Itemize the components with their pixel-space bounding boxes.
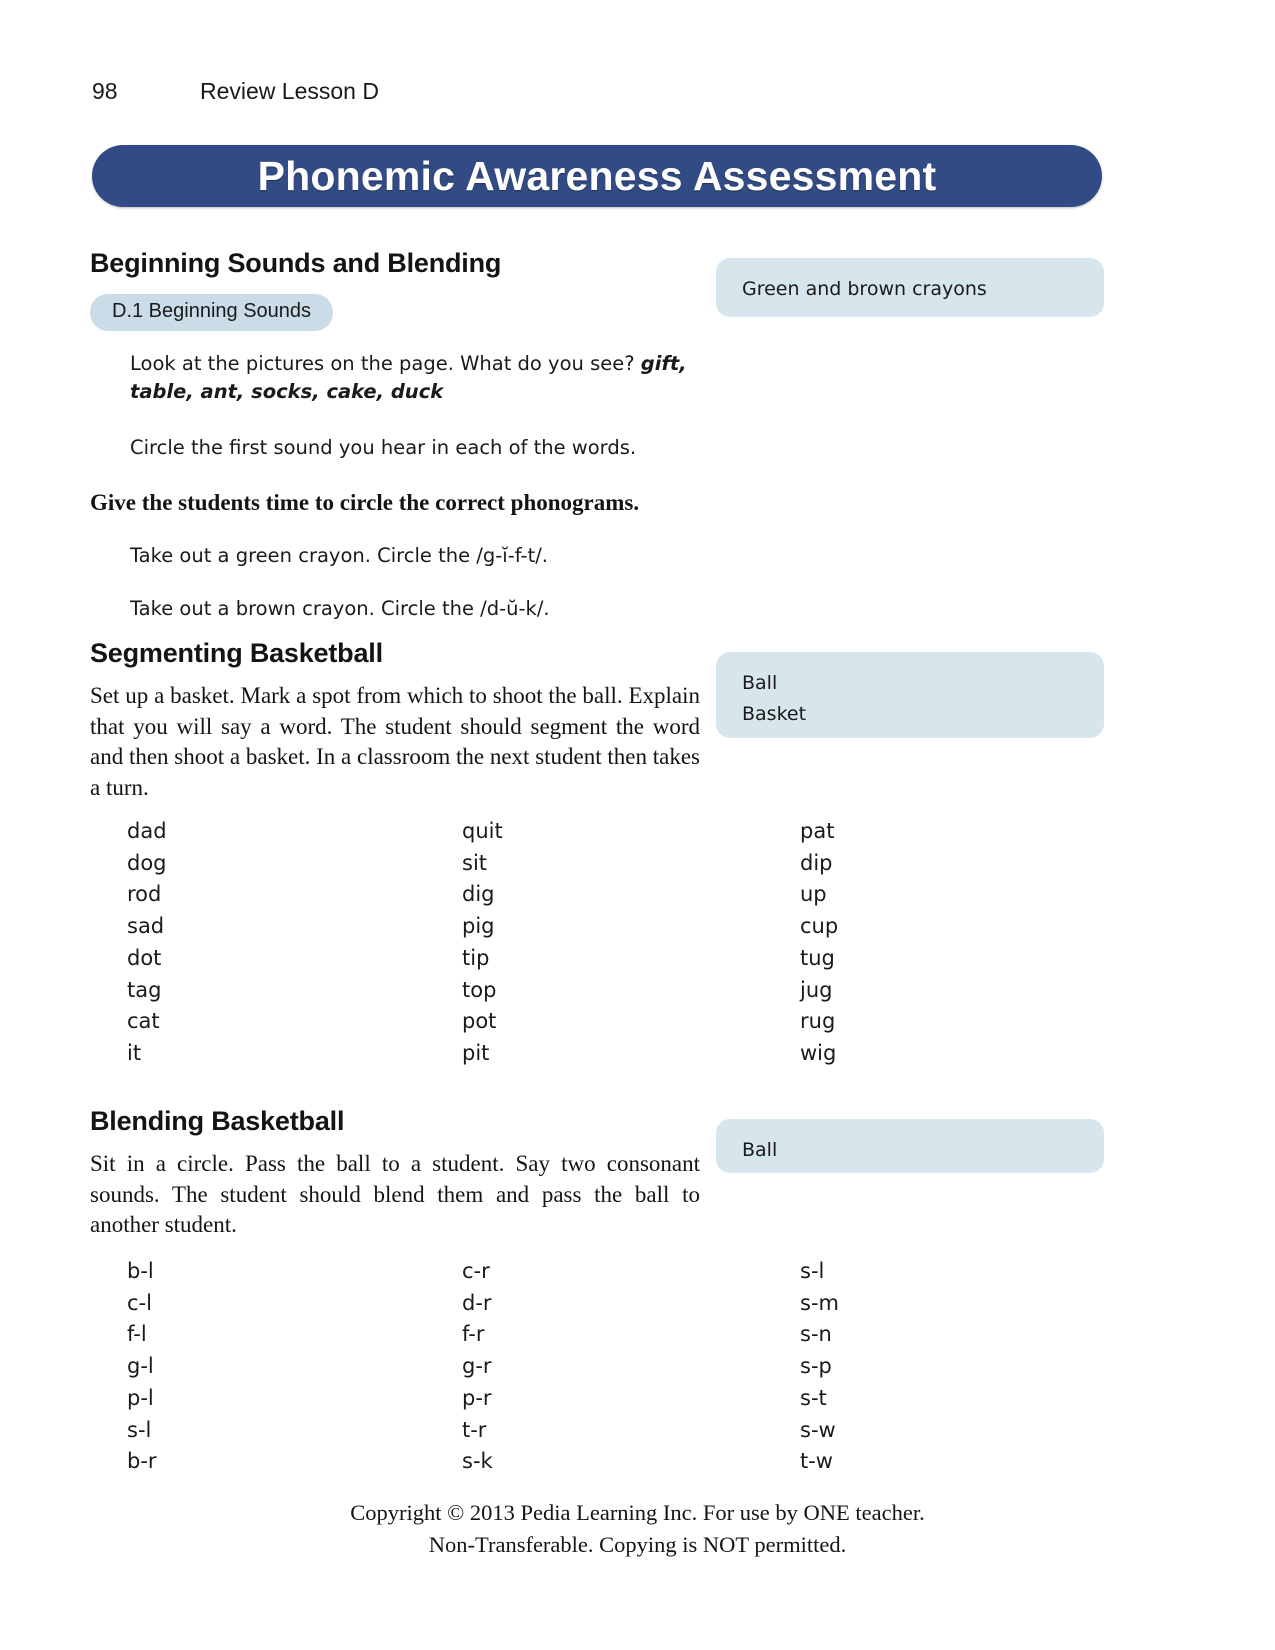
- word-grid-blending: [90, 1256, 1100, 1478]
- instruction-look-at-pictures: [90, 350, 700, 407]
- word-cell: dip: [800, 850, 833, 875]
- instruction-picture-words: gift, table, ant, socks, cake, duck: [130, 352, 687, 404]
- section-blending-basketball: [90, 1106, 700, 1241]
- word-cell: pig: [462, 914, 495, 939]
- pill-wrapper: [90, 294, 700, 331]
- word-cell: s-p: [800, 1354, 832, 1379]
- activity-badge-d1: D.1 Beginning Sounds: [90, 294, 333, 331]
- word-cell: sit: [462, 850, 488, 875]
- word-cell: tag: [127, 977, 162, 1002]
- word-cell: up: [800, 882, 827, 907]
- word-cell: g-l: [127, 1354, 154, 1379]
- word-cell: t-r: [462, 1417, 487, 1442]
- word-cell: pot: [462, 1009, 497, 1034]
- word-cell: t-w: [800, 1449, 833, 1474]
- word-cell: pit: [462, 1040, 490, 1065]
- word-cell: f-l: [127, 1322, 147, 1347]
- word-cell: f-r: [462, 1322, 485, 1347]
- word-cell: cat: [127, 1009, 160, 1034]
- word-cell: rug: [800, 1009, 836, 1034]
- page-number: 98: [92, 78, 118, 104]
- materials-box-section3: [716, 1119, 1104, 1173]
- section-heading-blending: Blending Basketball: [90, 1106, 345, 1136]
- word-cell: s-t: [800, 1385, 827, 1410]
- materials-list-ball: [716, 1119, 1104, 1173]
- word-cell: s-k: [462, 1449, 493, 1474]
- running-head: [92, 78, 1092, 105]
- instruction-circle-first-sound: Circle the first sound you hear in each of the words.: [130, 435, 637, 459]
- directive-give-students-time: Give the students time to circle the correct phonograms.: [90, 489, 640, 515]
- material-item: Ball: [742, 672, 778, 694]
- material-item: Basket: [742, 703, 807, 726]
- word-cell: g-r: [462, 1354, 492, 1379]
- word-cell: jug: [800, 977, 833, 1002]
- word-cell: dig: [462, 882, 495, 907]
- instruction-green-crayon: Take out a green crayon. Circle the /g-ĭ-f-t/.: [130, 543, 548, 567]
- word-cell: top: [462, 977, 497, 1002]
- word-cell: p-l: [127, 1385, 154, 1410]
- word-cell: b-r: [127, 1449, 157, 1474]
- materials-box-section1: [716, 258, 1104, 317]
- word-cell: c-l: [127, 1290, 152, 1315]
- word-cell: rod: [127, 882, 162, 907]
- title-banner: [92, 145, 1102, 207]
- word-cell: tug: [800, 945, 835, 970]
- materials-list-crayons: [716, 258, 1104, 317]
- word-cell: p-r: [462, 1385, 492, 1410]
- word-cell: s-n: [800, 1322, 832, 1347]
- word-cell: c-r: [462, 1259, 490, 1283]
- word-cell: it: [127, 1040, 142, 1065]
- instruction-look-prefix: Look at the pictures on the page. What do you see?: [130, 352, 641, 375]
- word-cell: quit: [462, 819, 503, 843]
- section-segmenting-basketball: [90, 638, 700, 803]
- word-cell: wig: [800, 1040, 837, 1065]
- word-cell: s-l: [127, 1417, 152, 1442]
- word-cell: b-l: [127, 1259, 154, 1283]
- materials-list-ball-basket: [716, 652, 1104, 738]
- word-cell: tip: [462, 945, 490, 970]
- instruction-brown-crayon: Take out a brown crayon. Circle the /d-ŭ-k/.: [130, 597, 550, 621]
- copyright-footer: [0, 1497, 1275, 1561]
- section-heading-beginning-sounds: Beginning Sounds and Blending: [90, 248, 502, 278]
- word-grid-segmenting: [90, 816, 1100, 1070]
- word-cell: s-m: [800, 1290, 839, 1315]
- copyright-line-1: Copyright © 2013 Pedia Learning Inc. For use by ONE teacher.: [350, 1500, 925, 1525]
- word-cell: cup: [800, 914, 839, 939]
- section-body-segmenting: Set up a basket. Mark a spot from which to shoot the ball. Explain that you will say a word. The student should segment the word and then shoot a basket. In a classroom the next student then takes a turn.: [90, 683, 700, 800]
- word-cell: s-l: [800, 1259, 825, 1283]
- word-cell: d-r: [462, 1290, 492, 1315]
- copyright-line-2: Non-Transferable. Copying is NOT permitted.: [428, 1531, 847, 1557]
- materials-box-section2: [716, 652, 1104, 738]
- word-cell: sad: [127, 914, 165, 939]
- page-title: Phonemic Awareness Assessment: [257, 152, 937, 199]
- word-cell: dot: [127, 945, 162, 970]
- word-cell: s-w: [800, 1417, 836, 1442]
- lesson-label: Review Lesson D: [200, 78, 379, 104]
- material-item: Ball: [742, 1139, 778, 1161]
- word-cell: dog: [127, 850, 167, 875]
- material-item: Green and brown crayons: [742, 278, 987, 300]
- word-cell: dad: [127, 819, 167, 843]
- word-cell: pat: [800, 819, 835, 843]
- section-body-blending: Sit in a circle. Pass the ball to a student. Say two consonant sounds. The student should blend them and pass the ball to another student.: [90, 1151, 700, 1238]
- section-beginning-sounds: [90, 248, 700, 623]
- section-heading-segmenting: Segmenting Basketball: [90, 638, 383, 668]
